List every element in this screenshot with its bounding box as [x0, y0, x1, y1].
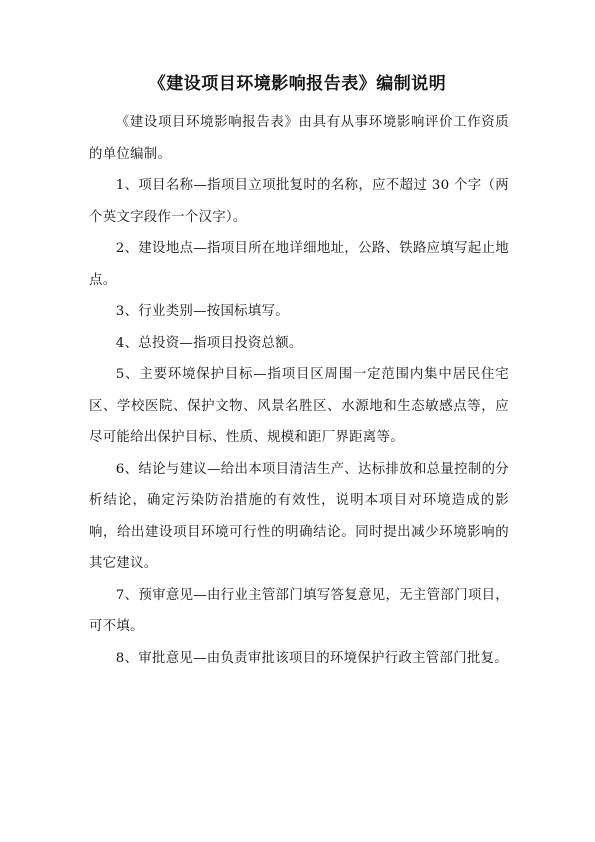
document-title: 《建设项目环境影响报告表》编制说明: [148, 74, 447, 94]
item-construction-site: 2、建设地点—指项目所在地详细地址，公路、铁路应填写起止地点。: [89, 241, 509, 288]
item-preliminary-review: 7、预审意见—由行业主管部门填写答复意见，无主管部门项目，可不填。: [89, 587, 509, 634]
document-body: [89, 107, 509, 674]
item-approval-opinion: 8、审批意见—由负责审批该项目的环境保护行政主管部门批复。: [115, 650, 508, 666]
item-industry-category: 3、行业类别—按国标填写。: [115, 304, 289, 319]
item-protection-targets: 5、主要环境保护目标—指项目区周围一定范围内集中居民住宅区、学校医院、保护文物、风景名胜区、水源地和生态敏感点等，应尽可能给出保护目标、性质、规模和距厂界距离等。: [89, 367, 509, 445]
item-total-investment: 4、总投资—指项目投资总额。: [115, 335, 303, 351]
intro-paragraph: 《建设项目环境影响报告表》由具有从事环境影响评价工作资质的单位编制。: [89, 115, 509, 162]
item-conclusion-advice: 6、结论与建议—给出本项目清洁生产、达标排放和总量控制的分析结论，确定污染防治措施的有效性，说明本项目对环境造成的影响，给出建设项目环境可行性的明确结论。同时提出减少环境影响的其它建议。: [89, 461, 509, 571]
item-project-name: 1、项目名称—指项目立项批复时的名称，应不超过 30 个字（两个英文字段作一个汉字）。: [89, 178, 509, 225]
